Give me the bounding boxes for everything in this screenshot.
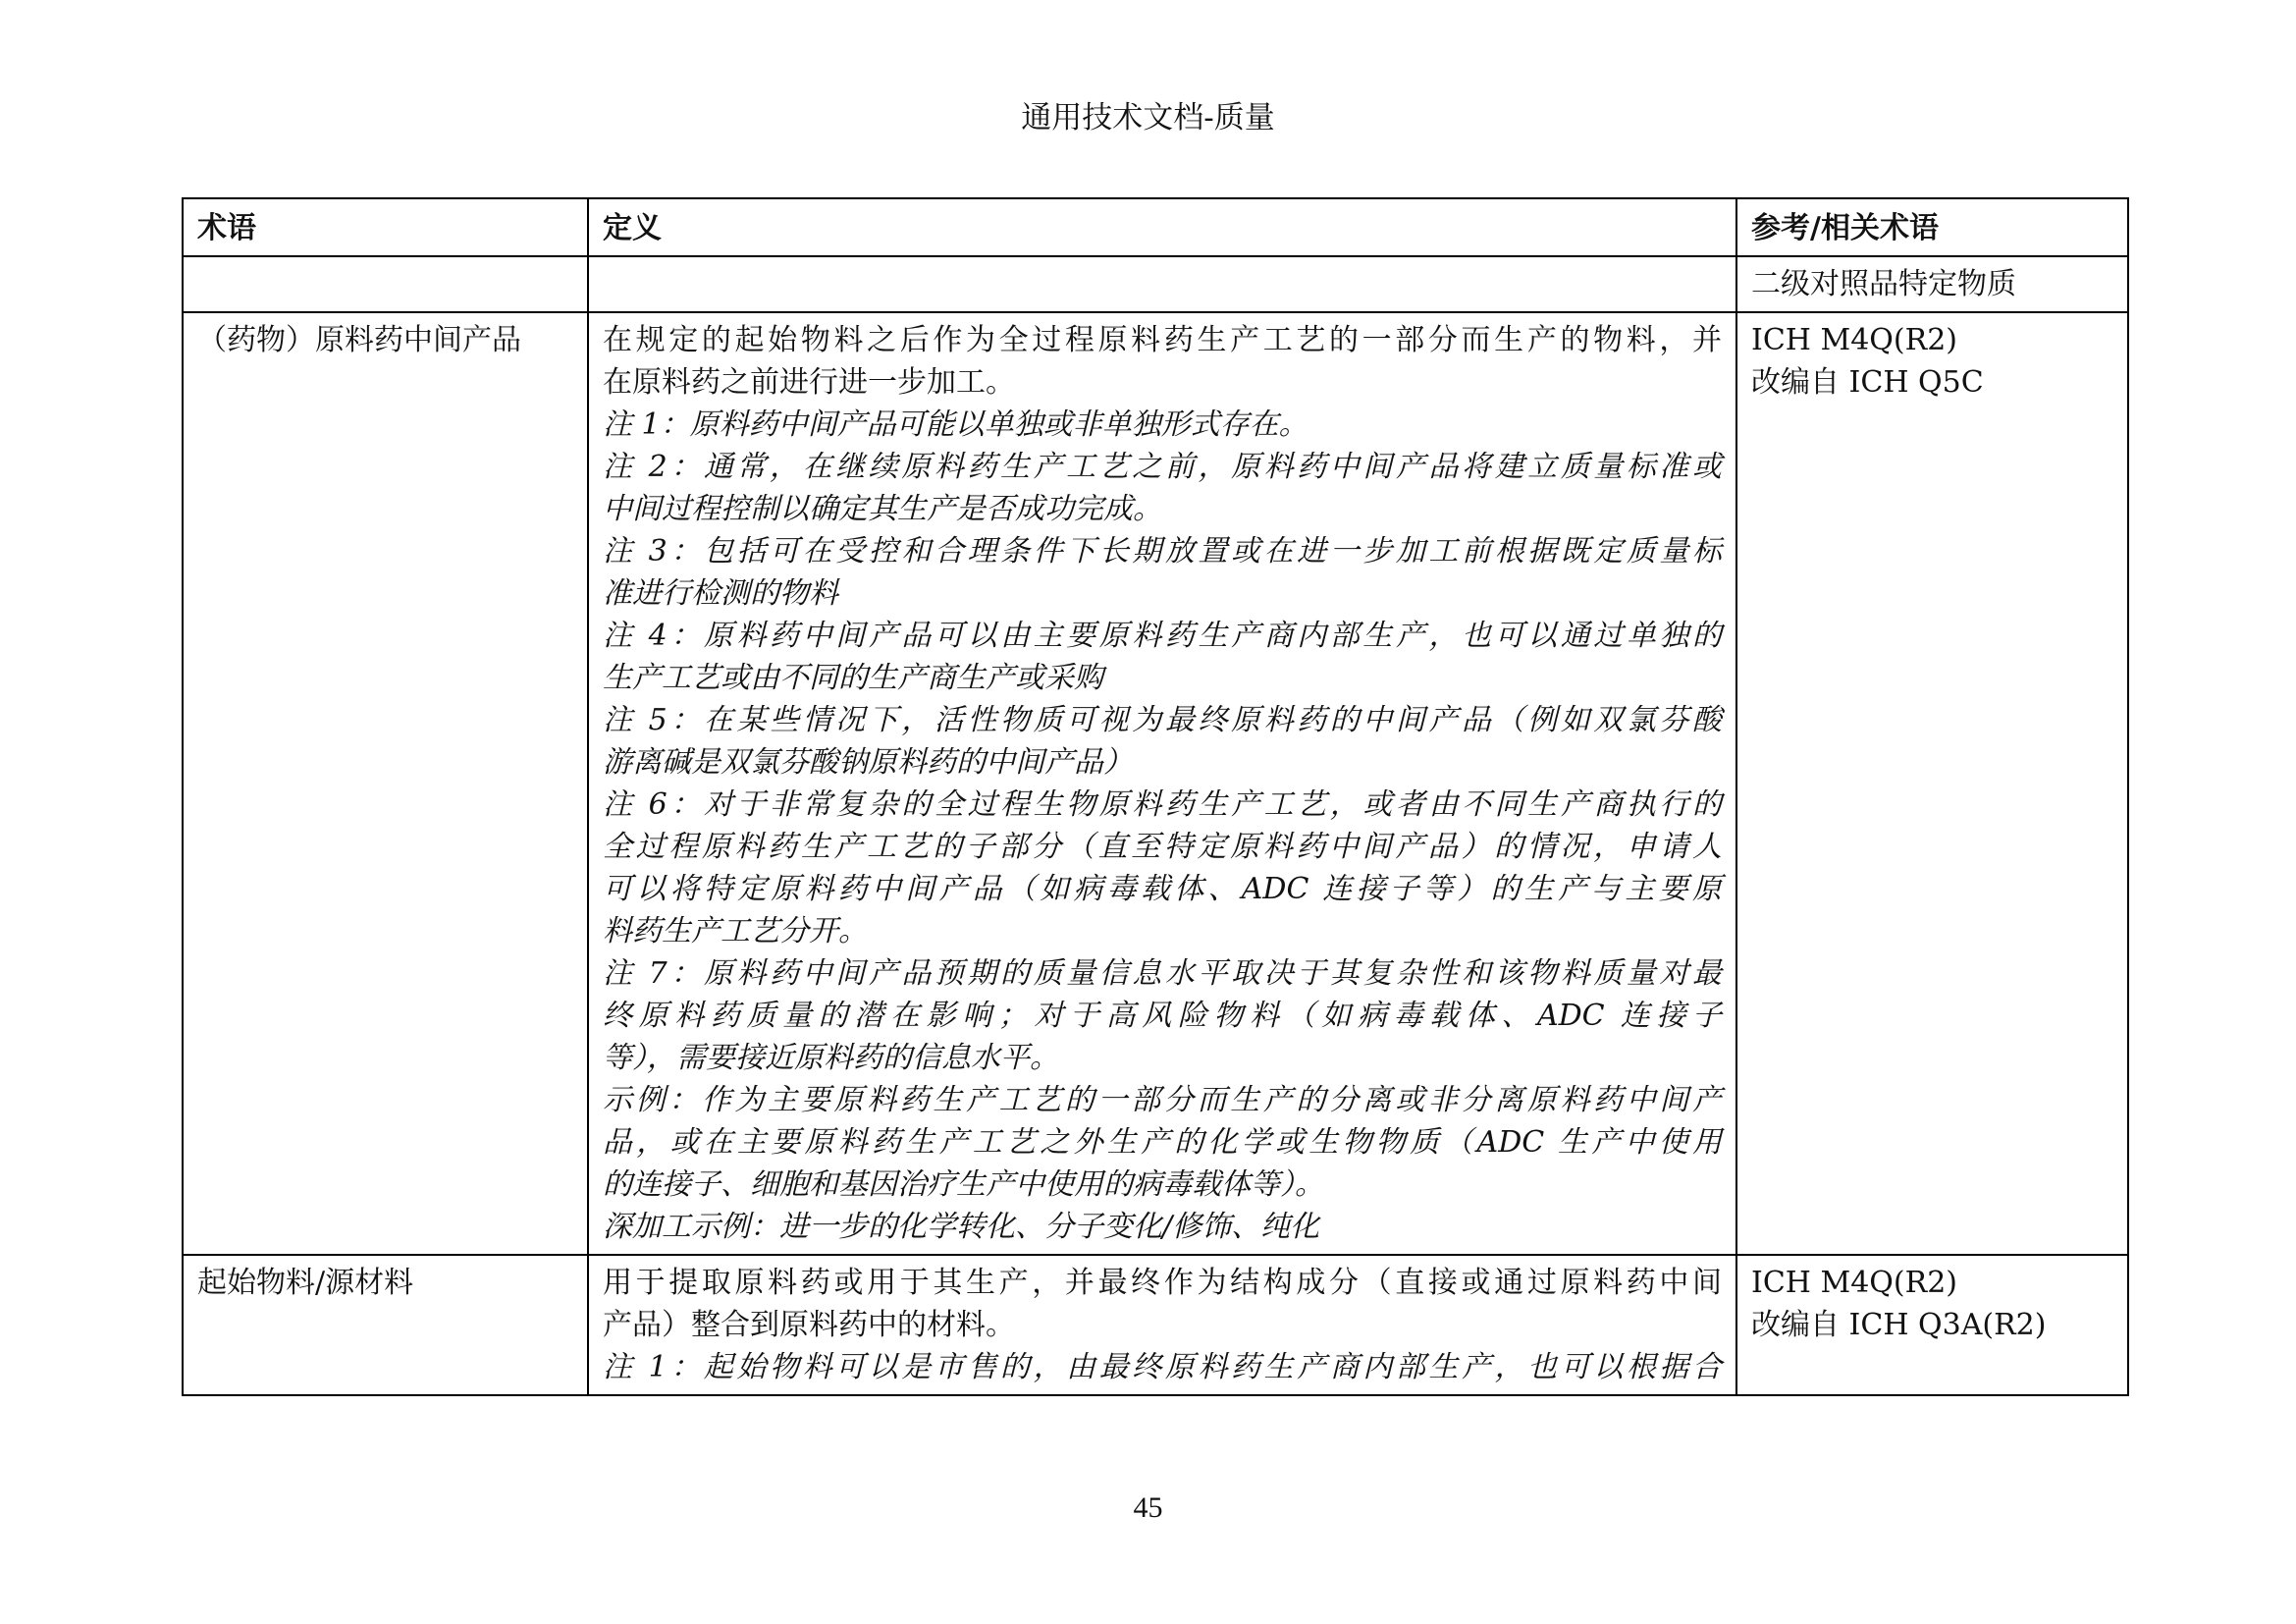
definition-note-line: 注 7：原料药中间产品预期的质量信息水平取决于其复杂性和该物料质量对最 xyxy=(603,956,1722,991)
definition-note-line: 注 3：包括可在受控和合理条件下长期放置或在进一步加工前根据既定质量标 xyxy=(603,534,1722,568)
reference-text: 二级对照品特定物质 xyxy=(1751,267,2016,301)
definition-note-line: 生产工艺或由不同的生产商生产或采购 xyxy=(603,661,1103,695)
table-row xyxy=(183,1255,2128,1395)
term-cell xyxy=(183,256,588,312)
definition-note-line: 中间过程控制以确定其生产是否成功完成。 xyxy=(603,492,1162,526)
term-text: （药物）原料药中间产品 xyxy=(197,323,521,357)
definition-note-line: 注 1：起始物料可以是市售的，由最终原料药生产商内部生产，也可以根据合 xyxy=(603,1350,1722,1384)
definition-line: 产品）整合到原料药中的材料。 xyxy=(603,1308,1015,1342)
definition-note-line: 终原料药质量的潜在影响；对于高风险物料（如病毒载体、ADC 连接子 xyxy=(603,999,1722,1033)
definition-note-line: 注 4：原料药中间产品可以由主要原料药生产商内部生产，也可以通过单独的 xyxy=(603,619,1722,653)
term-cell xyxy=(183,312,588,1255)
definition-cell xyxy=(588,312,1736,1255)
table-row xyxy=(183,312,2128,1255)
page-header-title: 通用技术文档-质量 xyxy=(1021,100,1275,135)
table-header-row xyxy=(183,198,2128,256)
definition-note-line: 料药生产工艺分开。 xyxy=(603,914,868,948)
definition-note-line: 等），需要接近原料药的信息水平。 xyxy=(603,1041,1059,1075)
definition-note-line: 准进行检测的物料 xyxy=(603,576,838,611)
definition-line: 在规定的起始物料之后作为全过程原料药生产工艺的一部分而生产的物料，并 xyxy=(603,323,1722,357)
column-header-reference: 参考/相关术语 xyxy=(1736,198,2128,256)
definition-note-line: 游离碱是双氯芬酸钠原料药的中间产品） xyxy=(603,745,1133,780)
glossary-table xyxy=(182,197,2129,1396)
page-number: 45 xyxy=(1133,1491,1163,1524)
definition-cell xyxy=(588,1255,1736,1395)
definition-line: 在原料药之前进行进一步加工。 xyxy=(603,365,1015,400)
reference-text: 改编自 ICH Q3A(R2) xyxy=(1751,1308,2047,1342)
definition-note-line: 注 5：在某些情况下，活性物质可视为最终原料药的中间产品（例如双氯芬酸 xyxy=(603,703,1722,737)
column-header-definition: 定义 xyxy=(588,198,1736,256)
column-header-term: 术语 xyxy=(183,198,588,256)
definition-note-line: 注 6：对于非常复杂的全过程生物原料药生产工艺，或者由不同生产商执行的 xyxy=(603,787,1722,822)
reference-text: ICH M4Q(R2) xyxy=(1751,1266,1957,1300)
reference-cell xyxy=(1736,1255,2128,1395)
definition-note-line: 可以将特定原料药中间产品（如病毒载体、ADC 连接子等）的生产与主要原 xyxy=(603,872,1722,906)
definition-note-line: 品，或在主要原料药生产工艺之外生产的化学或生物物质（ADC 生产中使用 xyxy=(603,1125,1722,1160)
definition-note-line: 深加工示例：进一步的化学转化、分子变化/修饰、纯化 xyxy=(603,1210,1320,1244)
definition-cell xyxy=(588,256,1736,312)
reference-text: 改编自 ICH Q5C xyxy=(1751,365,1984,400)
definition-note-line: 示例：作为主要原料药生产工艺的一部分而生产的分离或非分离原料药中间产 xyxy=(603,1083,1722,1117)
reference-text: ICH M4Q(R2) xyxy=(1751,323,1957,357)
definition-note-line: 的连接子、细胞和基因治疗生产中使用的病毒载体等）。 xyxy=(603,1167,1324,1202)
definition-note-line: 全过程原料药生产工艺的子部分（直至特定原料药中间产品）的情况，申请人 xyxy=(603,830,1722,864)
table-row xyxy=(183,256,2128,312)
reference-cell xyxy=(1736,256,2128,312)
definition-line: 用于提取原料药或用于其生产，并最终作为结构成分（直接或通过原料药中间 xyxy=(603,1266,1722,1300)
term-text: 起始物料/源材料 xyxy=(197,1266,414,1300)
reference-cell xyxy=(1736,312,2128,1255)
definition-note-line: 注 1：原料药中间产品可能以单独或非单独形式存在。 xyxy=(603,407,1308,442)
definition-note-line: 注 2：通常，在继续原料药生产工艺之前，原料药中间产品将建立质量标准或 xyxy=(603,450,1722,484)
term-cell xyxy=(183,1255,588,1395)
